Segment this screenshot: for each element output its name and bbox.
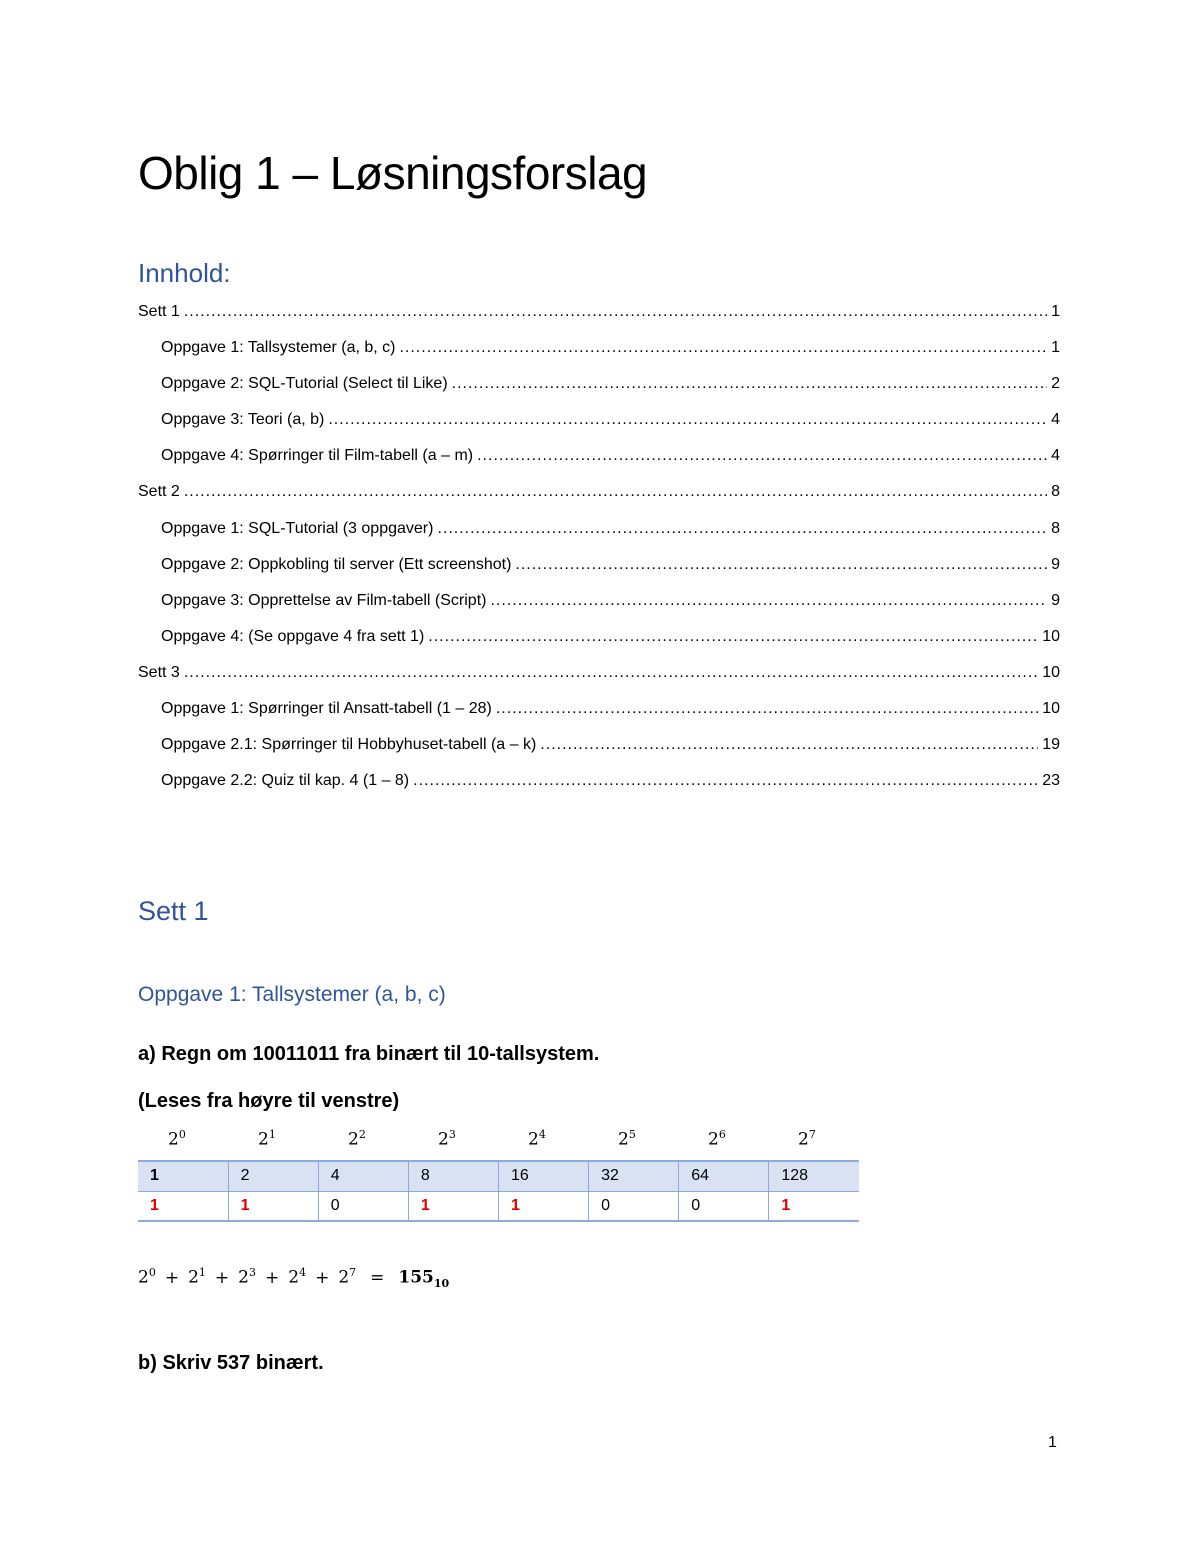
table-of-contents [138,296,1060,801]
plus-sign: + [214,1267,230,1288]
toc-entry-page: 1 [1051,339,1060,357]
table-cell-value: 64 [679,1161,769,1191]
question-a-text: Regn om 10011011 fra binært til 10-tallsystem. [155,1043,600,1065]
table-cell-value: 8 [408,1161,498,1191]
reading-note-text: (Leses fra høyre til venstre) [138,1090,400,1112]
plus-sign: + [164,1267,180,1288]
toc-leader-dots [413,765,1038,797]
toc-entry-page: 4 [1051,447,1060,465]
toc-entry[interactable] [138,440,1060,476]
table-cell-bit: 0 [589,1191,679,1221]
toc-entry-page: 1 [1051,303,1060,320]
toc-entry-page: 8 [1051,519,1060,537]
binary-table [138,1160,859,1222]
table-cell-bit: 0 [679,1191,769,1221]
toc-entry[interactable] [138,549,1060,585]
toc-entry-label: Oppgave 2: SQL-Tutorial (Select til Like) [161,375,448,393]
toc-entry-page: 4 [1051,411,1060,429]
power-label [318,1128,408,1150]
power-label [138,1128,228,1150]
toc-leader-dots [437,513,1047,545]
power-exponent: 6 [718,1128,726,1141]
toc-entry[interactable] [138,404,1060,440]
toc-entry-label: Oppgave 2.2: Quiz til kap. 4 (1 – 8) [161,772,410,790]
toc-entry-label: Sett 3 [138,663,180,681]
toc-heading: Innhold: [138,258,231,288]
toc-entry[interactable] [138,296,1060,332]
power-base: 2 [438,1129,449,1150]
table-cell-bit: 1 [138,1191,228,1221]
toc-entry-label: Oppgave 3: Opprettelse av Film-tabell (Script) [161,591,487,609]
table-cell-bit: 0 [318,1191,408,1221]
plus-sign: + [264,1267,280,1288]
toc-leader-dots [184,657,1038,689]
toc-entry-label: Oppgave 1: Tallsystemer (a, b, c) [161,339,396,357]
toc-entry[interactable] [138,621,1060,657]
formula-result-base: 10 [433,1277,450,1291]
table-cell-value: 2 [228,1161,318,1191]
toc-leader-dots [515,549,1047,581]
table-cell-value: 4 [318,1161,408,1191]
power-label [228,1128,318,1150]
toc-entry[interactable] [138,513,1060,549]
formula-result: 155 [398,1267,434,1288]
table-cell-bit: 1 [408,1191,498,1221]
formula-base: 2 [338,1267,350,1288]
toc-leader-dots [452,368,1047,400]
formula-exponent: 3 [248,1266,256,1279]
formula-exponent: 7 [349,1266,357,1279]
table-cell-value: 1 [138,1161,228,1191]
toc-entry-page: 2 [1051,375,1060,393]
power-base: 2 [168,1129,179,1150]
toc-entry-label: Oppgave 4: (Se oppgave 4 fra sett 1) [161,627,425,645]
power-exponent: 0 [178,1128,186,1141]
toc-entry[interactable] [138,585,1060,621]
toc-entry[interactable] [138,476,1060,512]
power-exponent: 4 [538,1128,546,1141]
toc-leader-dots [477,440,1047,472]
sum-formula [138,1266,449,1290]
formula-base: 2 [238,1267,249,1288]
toc-entry-page: 10 [1042,700,1060,718]
toc-entry-label: Oppgave 1: Spørringer til Ansatt-tabell (1 – 28) [161,700,492,718]
question-b-prefix: b) [138,1352,157,1374]
toc-entry-page: 9 [1051,555,1060,573]
subsection-heading: Oppgave 1: Tallsystemer (a, b, c) [138,983,446,1006]
toc-entry[interactable] [138,332,1060,368]
table-row [138,1161,859,1191]
table-cell-bit: 1 [228,1191,318,1221]
table-cell-value: 128 [769,1161,859,1191]
power-exponent: 2 [358,1128,366,1141]
power-label [498,1128,588,1150]
reading-note [138,1090,399,1113]
power-label [408,1128,498,1150]
table-cell-value: 16 [499,1161,589,1191]
equals-sign: = [370,1267,385,1288]
page-number: 1 [1048,1434,1057,1451]
toc-entry-label: Oppgave 2.1: Spørringer til Hobbyhuset-tabell (a – k) [161,736,537,754]
document-title: Oblig 1 – Løsningsforslag [138,147,648,199]
power-exponent: 7 [808,1128,816,1141]
power-base: 2 [258,1129,269,1150]
power-exponent: 3 [448,1128,456,1141]
toc-entry-page: 10 [1042,663,1060,681]
toc-leader-dots [184,296,1047,328]
power-base: 2 [348,1129,359,1150]
toc-leader-dots [184,476,1047,508]
question-a [138,1043,599,1066]
toc-entry[interactable] [138,693,1060,729]
toc-entry-label: Oppgave 2: Oppkobling til server (Ett screenshot) [161,555,512,573]
formula-exponent: 4 [299,1266,307,1279]
table-cell-bit: 1 [769,1191,859,1221]
section-heading: Sett 1 [138,896,209,926]
power-base: 2 [798,1129,809,1150]
powers-row [138,1128,858,1150]
formula-exponent: 0 [148,1266,156,1279]
toc-entry[interactable] [138,657,1060,693]
toc-entry-label: Sett 2 [138,483,180,501]
toc-entry-label: Oppgave 3: Teori (a, b) [161,411,325,429]
toc-leader-dots [399,332,1047,364]
toc-entry[interactable] [138,765,1060,801]
toc-leader-dots [496,693,1038,725]
question-b-text: Skriv 537 binært. [156,1352,324,1374]
toc-leader-dots [428,621,1038,653]
toc-entry-label: Sett 1 [138,303,180,320]
power-base: 2 [528,1129,539,1150]
formula-base: 2 [288,1267,300,1288]
plus-sign: + [315,1267,330,1288]
toc-entry-label: Oppgave 1: SQL-Tutorial (3 oppgaver) [161,519,434,537]
toc-entry-page: 10 [1042,627,1060,645]
power-label [678,1128,768,1150]
table-cell-bit: 1 [499,1191,589,1221]
toc-leader-dots [540,729,1038,761]
toc-entry-page: 19 [1042,736,1060,754]
formula-base: 2 [138,1267,149,1288]
power-base: 2 [708,1129,719,1150]
toc-entry[interactable] [138,368,1060,404]
toc-leader-dots [328,404,1047,436]
question-a-prefix: a) [138,1043,156,1065]
table-row [138,1191,859,1221]
toc-entry-page: 9 [1051,591,1060,609]
toc-entry-page: 23 [1042,772,1060,790]
power-label [768,1128,858,1150]
table-cell-value: 32 [589,1161,679,1191]
power-exponent: 1 [268,1128,276,1141]
power-label [588,1128,678,1150]
formula-exponent: 1 [198,1266,206,1279]
power-exponent: 5 [628,1128,636,1141]
toc-entry-label: Oppgave 4: Spørringer til Film-tabell (a – m) [161,447,474,465]
power-base: 2 [618,1129,629,1150]
toc-leader-dots [490,585,1047,617]
formula-base: 2 [188,1267,199,1288]
question-b [138,1352,324,1375]
toc-entry-page: 8 [1051,483,1060,501]
toc-entry[interactable] [138,729,1060,765]
